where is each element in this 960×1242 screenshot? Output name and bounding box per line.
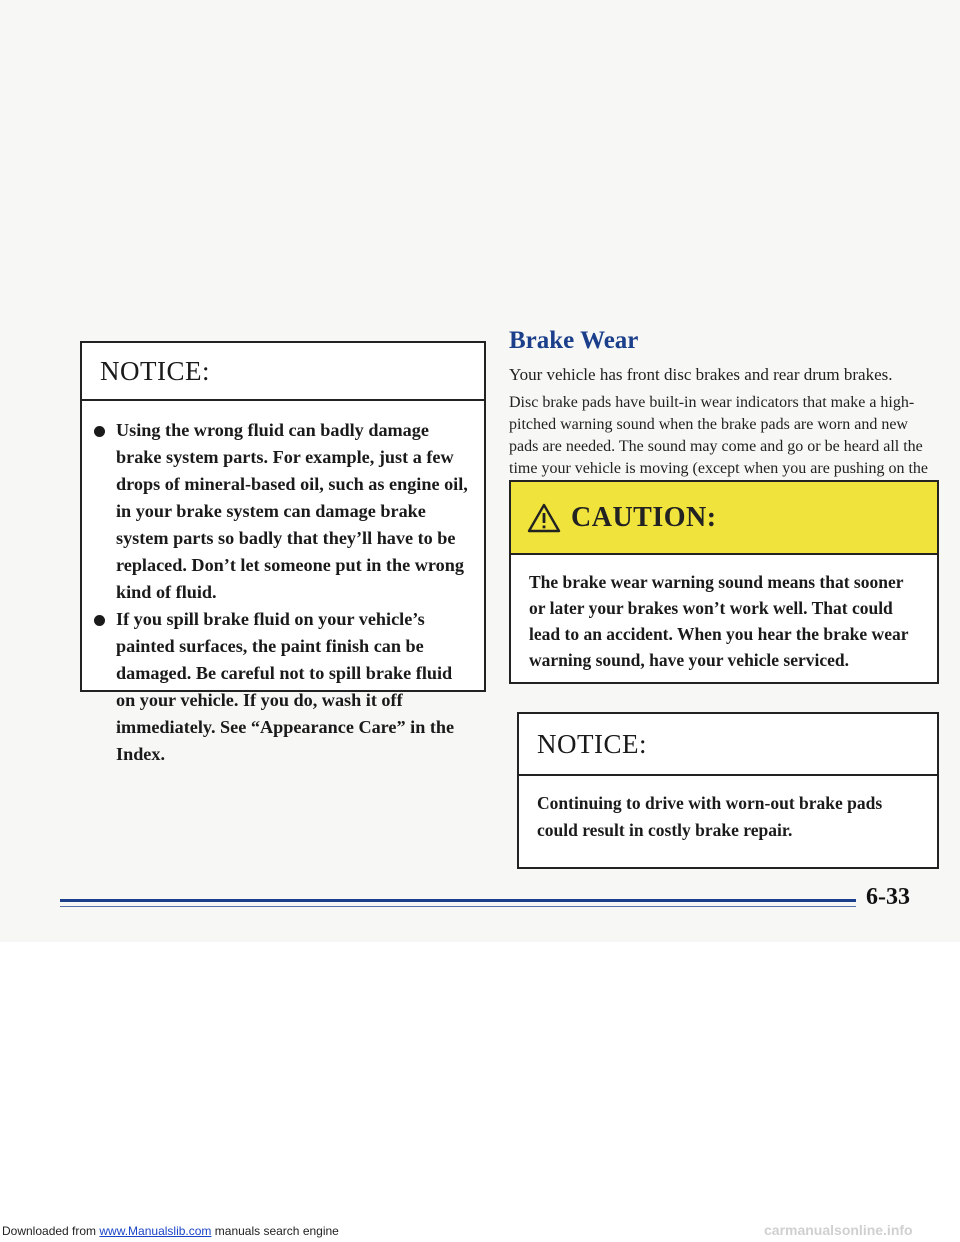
notice-text: Continuing to drive with worn-out brake pads could result in costly brake repair. bbox=[537, 793, 883, 840]
notice-bullet-list bbox=[82, 401, 484, 768]
bullet-icon bbox=[94, 426, 105, 437]
notice-bullet-item bbox=[116, 606, 470, 768]
notice-box-fluid bbox=[80, 341, 486, 764]
notice-box-brake-pads bbox=[517, 712, 939, 869]
notice-heading: NOTICE: bbox=[519, 714, 937, 776]
manualslib-link[interactable]: www.Manualslib.com bbox=[99, 1224, 212, 1238]
caution-box bbox=[509, 480, 939, 684]
caution-label: CAUTION: bbox=[571, 501, 717, 533]
notice-bullet-item bbox=[116, 417, 470, 606]
bullet-icon bbox=[94, 615, 105, 626]
notice-heading: NOTICE: bbox=[82, 343, 484, 401]
footer-rule bbox=[60, 899, 856, 902]
caution-header bbox=[511, 482, 937, 555]
footer-rule-thin bbox=[60, 906, 856, 907]
watermark: carmanualsonline.info bbox=[764, 1222, 913, 1238]
download-credit-prefix: Downloaded from bbox=[2, 1224, 100, 1238]
warning-triangle-icon bbox=[527, 503, 561, 533]
caution-text: The brake wear warning sound means that sooner or later your brakes won’t work well. That could lead to an accident. When you hear the brake wear warning sound, have your vehicle serviced. bbox=[529, 572, 909, 670]
download-credit-suffix: manuals search engine bbox=[211, 1224, 339, 1238]
page-number: 6-33 bbox=[866, 884, 910, 910]
notice-bullet-text: If you spill brake fluid on your vehicle’s painted surfaces, the paint finish can be damaged. Be careful not to spill brake fluid on your vehicle. If you do, wash it off immediately. See “Appearance Care” in the Index. bbox=[116, 609, 455, 764]
section-paragraph: Disc brake pads have built-in wear indicators that make a high-pitched warning sound when the brake pads are worn and new pads are needed. The sound may come and go or be heard all the time your vehicle is moving (except when you are pushing on the bbox=[509, 394, 929, 477]
download-credit bbox=[2, 1224, 339, 1238]
section-paragraph: Your vehicle has front disc brakes and rear drum brakes. bbox=[509, 365, 893, 384]
notice-bullet-text: Using the wrong fluid can badly damage brake system parts. For example, just a few drops of mineral-based oil, such as engine oil, in your brake system can damage brake system parts so badly that they’ll have to be replaced. Don’t let someone put in the wrong kind of fluid. bbox=[116, 420, 468, 602]
section-title: Brake Wear bbox=[509, 327, 639, 354]
